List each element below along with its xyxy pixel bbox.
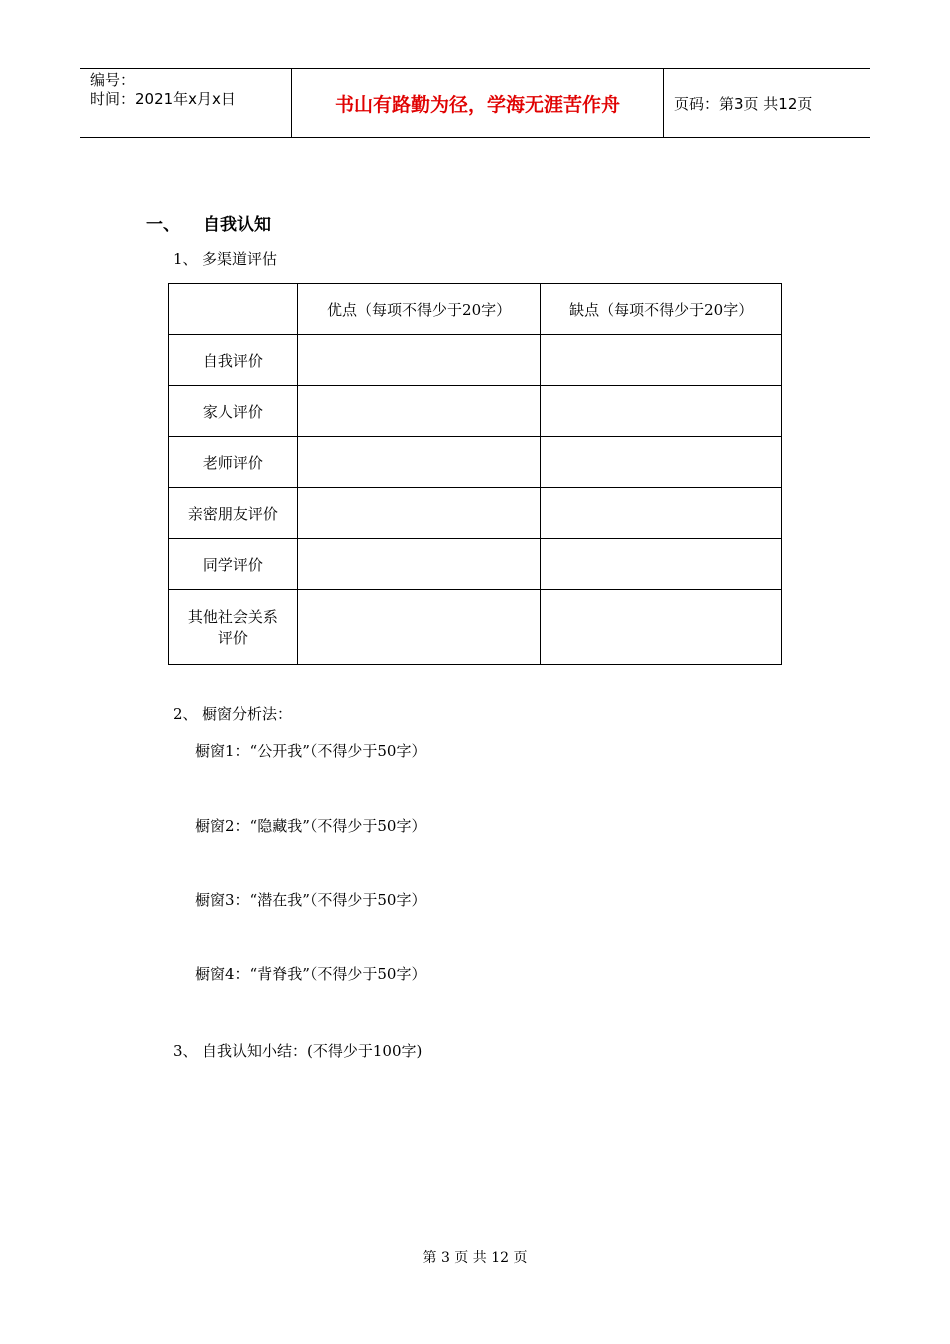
pros-cell[interactable] bbox=[297, 386, 541, 437]
cons-cell[interactable] bbox=[541, 335, 782, 386]
table-row bbox=[169, 437, 782, 488]
cons-cell[interactable] bbox=[541, 386, 782, 437]
pros-cell[interactable] bbox=[297, 539, 541, 590]
part2-number: 2、 bbox=[173, 705, 198, 723]
pros-cell[interactable] bbox=[297, 437, 541, 488]
row-label-line2: 评价 bbox=[217, 629, 248, 647]
table-row bbox=[169, 539, 782, 590]
table-row bbox=[169, 386, 782, 437]
cons-cell[interactable] bbox=[541, 437, 782, 488]
table-header-cell bbox=[169, 284, 298, 335]
part2-heading bbox=[173, 703, 292, 724]
part1-heading bbox=[173, 248, 277, 269]
part3-number: 3、 bbox=[173, 1042, 198, 1060]
table-row bbox=[169, 335, 782, 386]
pros-cell[interactable] bbox=[297, 335, 541, 386]
pros-cell[interactable] bbox=[297, 488, 541, 539]
row-label bbox=[169, 590, 298, 665]
cons-cell[interactable] bbox=[541, 590, 782, 665]
table-row bbox=[169, 590, 782, 665]
part2-title: 橱窗分析法： bbox=[202, 705, 293, 723]
row-label: 自我评价 bbox=[169, 335, 298, 386]
page-header bbox=[80, 68, 870, 138]
header-id-label: 编号： bbox=[90, 71, 136, 89]
part1-title: 多渠道评估 bbox=[202, 250, 278, 268]
cons-cell[interactable] bbox=[541, 488, 782, 539]
page-footer: 第 3 页 共 12 页 bbox=[422, 1250, 528, 1266]
table-row bbox=[169, 488, 782, 539]
table-header-cons: 缺点（每项不得少于20字） bbox=[541, 284, 782, 335]
header-time-label: 时间：2021年x月x日 bbox=[90, 90, 236, 108]
header-meta bbox=[80, 69, 292, 137]
cons-cell[interactable] bbox=[541, 539, 782, 590]
header-motto: 书山有路勤为径，学海无涯苦作舟 bbox=[292, 69, 664, 137]
row-label: 同学评价 bbox=[169, 539, 298, 590]
part1-number: 1、 bbox=[173, 250, 198, 268]
pros-cell[interactable] bbox=[297, 590, 541, 665]
row-label: 亲密朋友评价 bbox=[169, 488, 298, 539]
window-item: 橱窗1：“公开我”（不得少于50字） bbox=[195, 742, 427, 760]
section-heading bbox=[146, 210, 271, 235]
row-label: 老师评价 bbox=[169, 437, 298, 488]
section-number: 一、 bbox=[146, 215, 180, 235]
window-item: 橱窗4：“背脊我”（不得少于50字） bbox=[195, 965, 427, 983]
table-header-pros: 优点（每项不得少于20字） bbox=[297, 284, 541, 335]
evaluation-table bbox=[168, 283, 782, 665]
header-page-info: 页码：第3页 共12页 bbox=[674, 94, 813, 113]
window-item: 橱窗3：“潜在我”（不得少于50字） bbox=[195, 891, 427, 909]
window-item: 橱窗2：“隐藏我”（不得少于50字） bbox=[195, 817, 427, 835]
table-header-row bbox=[169, 284, 782, 335]
row-label-line1: 其他社会关系 bbox=[187, 608, 278, 626]
part3-title: 自我认知小结：(不得少于100字) bbox=[202, 1042, 423, 1060]
row-label: 家人评价 bbox=[169, 386, 298, 437]
section-title: 自我认知 bbox=[203, 215, 271, 235]
part3-heading bbox=[173, 1040, 422, 1061]
